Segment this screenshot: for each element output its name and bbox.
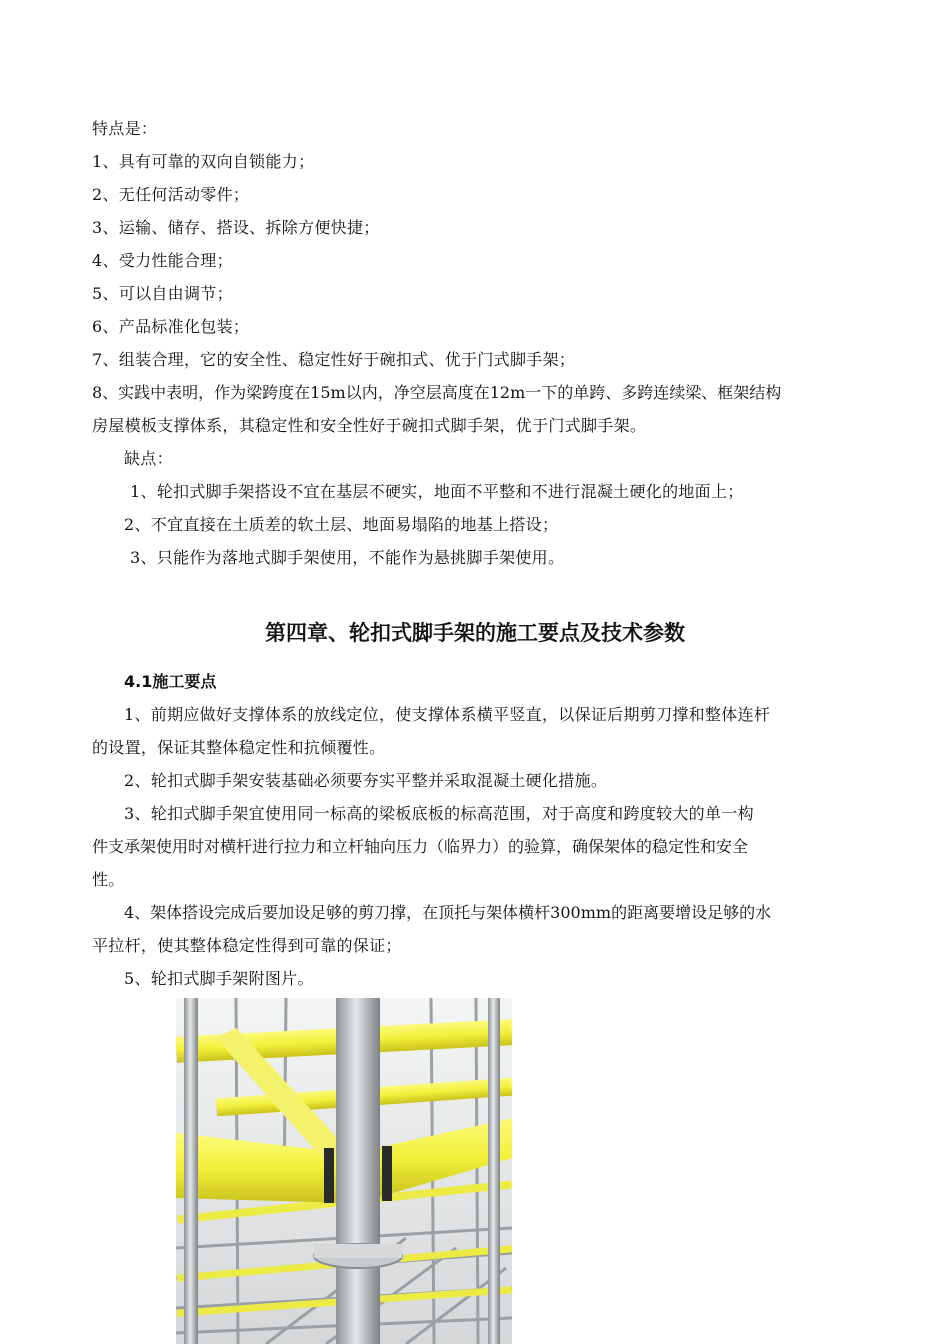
feature-item-8-cont: 房屋模板支撑体系，其稳定性和安全性好于碗扣式脚手架，优于门式脚手架。 (92, 416, 647, 435)
drawback-item-1: 1、轮扣式脚手架搭设不宜在基层不硬实，地面不平整和不进行混凝土硬化的地面上； (130, 482, 744, 501)
ledger-joint-left (324, 1148, 334, 1203)
feature-item-7: 7、组装合理，它的安全性、稳定性好于碗扣式、优于门式脚手架； (92, 350, 576, 369)
side-pipe-left (184, 998, 198, 1344)
central-standard-pipe (336, 998, 380, 1344)
feature-item-1: 1、具有可靠的双向自锁能力； (92, 152, 315, 171)
point-3-cont2: 性。 (92, 870, 125, 889)
chapter-heading: 第四章、轮扣式脚手架的施工要点及技术参数 (265, 621, 685, 645)
feature-item-5: 5、可以自由调节； (92, 284, 233, 303)
scaffold-illustration (176, 998, 512, 1344)
section-heading: 4.1施工要点 (124, 672, 217, 691)
point-4-cont: 平拉杆，使其整体稳定性得到可靠的保证； (92, 936, 402, 955)
scaffold-photo (176, 998, 512, 1344)
features-title: 特点是： (92, 119, 158, 138)
point-5: 5、轮扣式脚手架附图片。 (124, 969, 314, 988)
drawback-item-3: 3、只能作为落地式脚手架使用，不能作为悬挑脚手架使用。 (130, 548, 565, 567)
side-pipe-right (488, 998, 500, 1344)
drawbacks-title: 缺点： (124, 449, 173, 468)
ledger-joint-right (382, 1146, 392, 1201)
point-1-cont: 的设置，保证其整体稳定性和抗倾覆性。 (92, 738, 386, 757)
point-1: 1、前期应做好支撑体系的放线定位，使支撑体系横平竖直，以保证后期剪刀撑和整体连杆 (124, 705, 771, 724)
feature-item-3: 3、运输、储存、搭设、拆除方便快捷； (92, 218, 380, 237)
point-2: 2、轮扣式脚手架安装基础必须要夯实平整并采取混凝土硬化措施。 (124, 771, 608, 790)
feature-item-6: 6、产品标准化包装； (92, 317, 250, 336)
point-3: 3、轮扣式脚手架宜使用同一标高的梁板底板的标高范围，对于高度和跨度较大的单一构 (124, 804, 754, 823)
feature-item-4: 4、受力性能合理； (92, 251, 233, 270)
feature-item-8: 8、实践中表明，作为梁跨度在15m以内，净空层高度在12m一下的单跨、多跨连续梁、框架结构 (92, 383, 782, 402)
feature-item-2: 2、无任何活动零件； (92, 185, 250, 204)
point-4: 4、架体搭设完成后要加设足够的剪刀撑，在顶托与架体横杆300mm的距离要增设足够的水 (124, 903, 772, 922)
point-3-cont: 件支承架使用时对横杆进行拉力和立杆轴向压力（临界力）的验算，确保架体的稳定性和安全 (92, 837, 749, 856)
wheel-coupler-body (314, 1244, 402, 1258)
drawback-item-2: 2、不宜直接在土质差的软土层、地面易塌陷的地基上搭设； (124, 515, 559, 534)
